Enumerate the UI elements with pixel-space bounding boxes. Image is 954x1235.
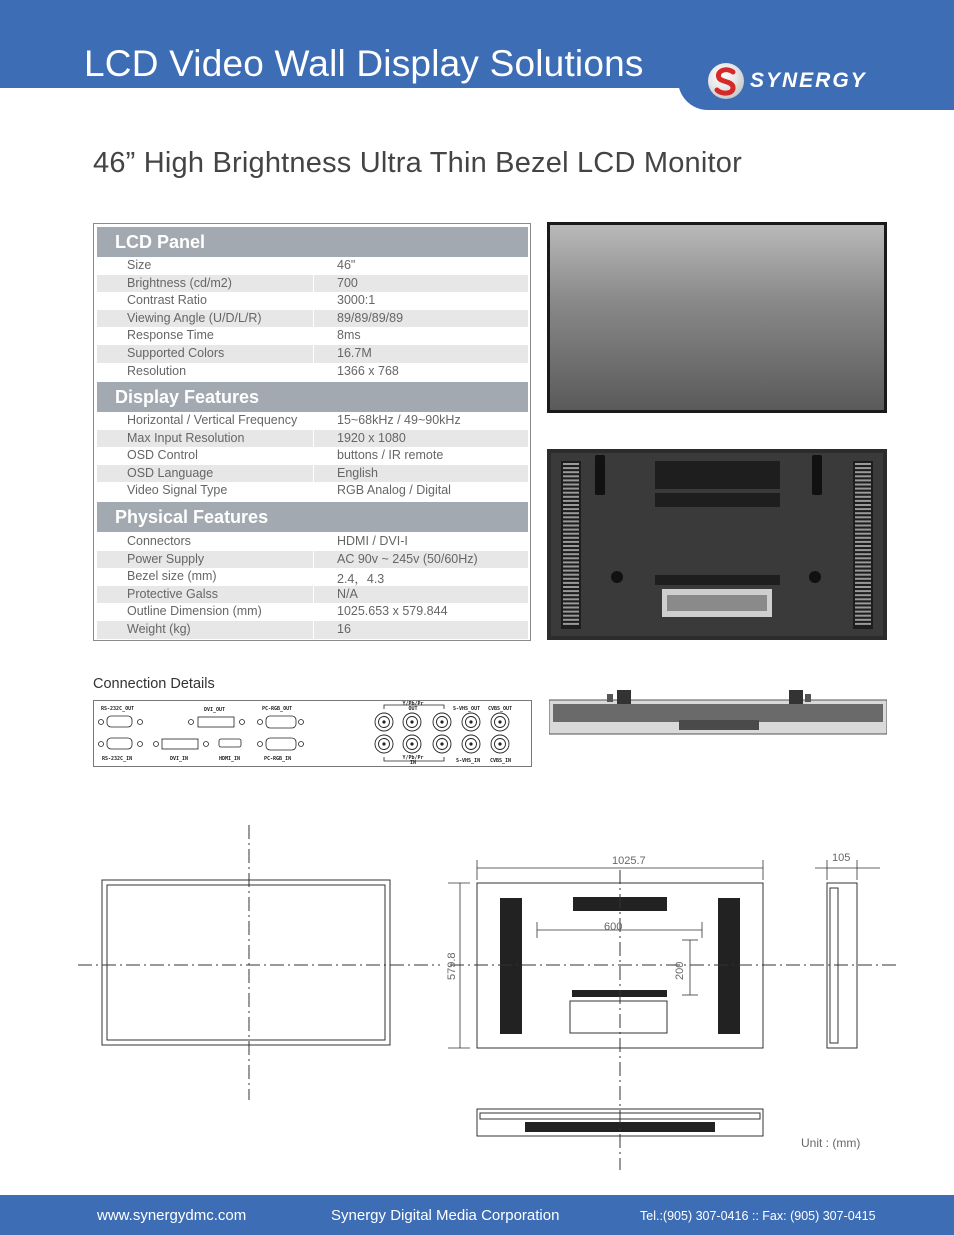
- spec-label: Power Supply: [127, 551, 205, 566]
- footer-bar: [0, 1195, 954, 1235]
- vent-slot: [855, 561, 871, 563]
- monitor-front-photo: [547, 222, 887, 413]
- vent-slot: [855, 496, 871, 498]
- vent-slot: [563, 537, 579, 539]
- spec-label: Weight (kg): [127, 622, 191, 636]
- spec-value: 700: [337, 275, 358, 290]
- synergy-logo: [708, 62, 867, 100]
- vent-slot: [855, 484, 871, 486]
- vent-slot: [563, 553, 579, 555]
- vesa-horizontal-dimension: 600: [604, 921, 623, 933]
- vent-slot: [855, 512, 871, 514]
- vent-slot: [563, 586, 579, 588]
- vent-slot: [855, 566, 871, 568]
- vent-slot: [855, 467, 871, 469]
- vent-slot: [855, 553, 871, 555]
- rca-jack-pin: [469, 720, 472, 723]
- vent-slot: [563, 557, 579, 559]
- spec-label: OSD Control: [127, 448, 198, 463]
- vent-slot: [855, 504, 871, 506]
- port-label: S-VHS_IN: [456, 758, 481, 764]
- rca-jack-pin: [498, 720, 501, 723]
- port-label: Y/Pb/Pr OUT: [402, 701, 424, 712]
- vent-slot: [855, 525, 871, 527]
- spec-row: [97, 363, 528, 381]
- spec-label: Connectors: [127, 534, 191, 548]
- port-label: CVBS_IN: [490, 758, 512, 764]
- port-label: DVI_OUT: [204, 707, 226, 713]
- connection-details-label: Connection Details: [93, 676, 215, 692]
- vent-slot: [563, 619, 579, 621]
- vent-slot: [855, 492, 871, 494]
- spec-table: [93, 223, 531, 641]
- vent-slot: [855, 488, 871, 490]
- rca-jack-pin: [440, 720, 443, 723]
- spec-row: [97, 586, 528, 604]
- unit-label: Unit : (mm): [801, 1136, 861, 1150]
- spec-value: 16: [337, 622, 351, 636]
- monitor-back-photo: [547, 449, 887, 640]
- spec-label: Response Time: [127, 328, 214, 343]
- vent-slot: [563, 504, 579, 506]
- spec-label: Max Input Resolution: [127, 430, 245, 445]
- spec-row: [97, 310, 528, 328]
- spec-value: 1025.653 x 579.844: [337, 604, 448, 619]
- vent-slot: [855, 602, 871, 604]
- vent-slot: [855, 598, 871, 600]
- spec-value: buttons / IR remote: [337, 448, 444, 463]
- vent-slot: [855, 578, 871, 580]
- port-label: RS-232C_IN: [102, 756, 133, 762]
- spec-label: Bezel size (mm): [127, 569, 217, 584]
- spec-row: [97, 345, 528, 363]
- spec-row: [97, 430, 528, 448]
- vent-slot: [563, 500, 579, 502]
- vent-slot: [855, 607, 871, 609]
- rca-jack-pin: [410, 720, 413, 723]
- spec-value: 15~68kHz / 49~90kHz: [337, 413, 461, 427]
- spec-value: 89/89/89/89: [337, 310, 404, 325]
- spec-value: 8ms: [337, 328, 361, 343]
- vent-slot: [855, 463, 871, 465]
- vent-slot: [855, 619, 871, 621]
- rca-jack-pin: [440, 742, 443, 745]
- rca-jack-pin: [382, 720, 385, 723]
- section-heading-display-features: Display Features: [97, 382, 528, 412]
- rca-jack-pin: [382, 742, 385, 745]
- spec-label: OSD Language: [127, 465, 214, 480]
- spec-label: Viewing Angle (U/D/L/R): [127, 310, 262, 325]
- spec-label: Video Signal Type: [127, 483, 228, 498]
- spec-value: N/A: [337, 586, 358, 601]
- spec-row: [97, 465, 528, 483]
- spec-row: [97, 533, 528, 551]
- vent-slot: [563, 467, 579, 469]
- vent-slot: [563, 484, 579, 486]
- vent-slot: [563, 471, 579, 473]
- vesa-vertical-dimension: 200: [674, 961, 686, 980]
- spec-row: [97, 568, 528, 586]
- vent-slot: [855, 590, 871, 592]
- spec-label: Supported Colors: [127, 346, 225, 360]
- vent-slot: [563, 463, 579, 465]
- rca-jack-pin: [498, 742, 501, 745]
- vent-slot: [563, 492, 579, 494]
- spec-label: Brightness (cd/m2): [127, 275, 232, 290]
- vent-slot: [563, 570, 579, 572]
- vent-slot: [563, 607, 579, 609]
- vent-slot: [855, 516, 871, 518]
- vent-slot: [855, 475, 871, 477]
- spec-label: Horizontal / Vertical Frequency: [127, 413, 298, 427]
- product-title: 46” High Brightness Ultra Thin Bezel LCD Monitor: [93, 147, 742, 179]
- vent-slot: [855, 623, 871, 625]
- vent-slot: [563, 615, 579, 617]
- monitor-screen: [550, 225, 884, 410]
- vent-slot: [563, 475, 579, 477]
- vent-slot: [855, 611, 871, 613]
- spec-value: 46": [337, 258, 356, 272]
- spec-row: [97, 603, 528, 621]
- monitor-side-photo: [549, 688, 887, 740]
- vent-slot: [855, 479, 871, 481]
- vent-slot: [563, 529, 579, 531]
- spec-value: English: [337, 465, 378, 480]
- website-link[interactable]: www.synergydmc.com: [97, 1207, 247, 1224]
- vent-slot: [855, 471, 871, 473]
- vent-slot: [855, 545, 871, 547]
- spec-row: [97, 447, 528, 465]
- spec-row: [97, 292, 528, 310]
- port-label: PC-RGB_IN: [264, 756, 292, 762]
- port-label: DVI_IN: [170, 756, 189, 762]
- spec-row: [97, 551, 528, 569]
- vent-slot: [563, 578, 579, 580]
- vent-slot: [855, 549, 871, 551]
- spec-row: [97, 327, 528, 345]
- port-label: Y/Pb/Pr IN: [402, 755, 424, 766]
- port-label: RS-232C_OUT: [101, 706, 135, 712]
- vent-slot: [563, 590, 579, 592]
- connection-diagram: [93, 700, 532, 767]
- vent-slot: [563, 574, 579, 576]
- vent-slot: [855, 508, 871, 510]
- spec-row: [97, 257, 528, 275]
- rca-jack-pin: [410, 742, 413, 745]
- vent-slot: [563, 545, 579, 547]
- vent-slot: [855, 537, 871, 539]
- contact-info: Tel.:(905) 307-0416 :: Fax: (905) 307-0415: [640, 1209, 876, 1223]
- vent-slot: [855, 500, 871, 502]
- port-label: PC-RGB_OUT: [262, 706, 293, 712]
- vent-slot: [563, 512, 579, 514]
- logo-wordmark: SYNERGY: [750, 69, 867, 92]
- spec-value: 16.7M: [337, 346, 372, 360]
- vent-slot: [563, 533, 579, 535]
- section-heading-lcd-panel: LCD Panel: [97, 227, 528, 257]
- vent-slot: [855, 533, 871, 535]
- page-title: LCD Video Wall Display Solutions: [84, 43, 644, 84]
- vent-slot: [855, 557, 871, 559]
- spec-value: 2.4，4.3: [337, 572, 385, 587]
- vent-slot: [855, 582, 871, 584]
- vent-slot: [563, 496, 579, 498]
- spec-value: 1920 x 1080: [337, 430, 406, 445]
- vent-slot: [855, 574, 871, 576]
- spec-row: [97, 412, 528, 430]
- spec-value: 1366 x 768: [337, 363, 399, 378]
- spec-row: [97, 482, 528, 500]
- spec-value: AC 90v ~ 245v (50/60Hz): [337, 551, 478, 566]
- vent-slot: [855, 529, 871, 531]
- vent-slot: [563, 488, 579, 490]
- vent-slot: [563, 623, 579, 625]
- vent-slot: [563, 602, 579, 604]
- vent-slot: [563, 594, 579, 596]
- port-label: HDMI_IN: [219, 756, 241, 762]
- vent-slot: [563, 541, 579, 543]
- spec-label: Outline Dimension (mm): [127, 604, 262, 619]
- vent-slot: [563, 508, 579, 510]
- rca-jack-pin: [469, 742, 472, 745]
- spec-label: Size: [127, 258, 152, 272]
- logo-swoosh-icon: [708, 63, 744, 99]
- vent-slot: [563, 479, 579, 481]
- spec-label: Contrast Ratio: [127, 293, 207, 308]
- vent-slot: [563, 549, 579, 551]
- vent-slot: [563, 598, 579, 600]
- spec-label: Protective Galss: [127, 586, 219, 601]
- vent-slot: [855, 541, 871, 543]
- vent-slot: [855, 594, 871, 596]
- vent-slot: [855, 570, 871, 572]
- spec-label: Resolution: [127, 363, 187, 378]
- spec-row: [97, 275, 528, 293]
- width-dimension: 1025.7: [612, 855, 646, 867]
- spec-value: RGB Analog / Digital: [337, 483, 451, 498]
- vent-slot: [563, 516, 579, 518]
- vent-slot: [855, 586, 871, 588]
- spec-value: 3000:1: [337, 293, 376, 308]
- vent-slot: [563, 566, 579, 568]
- port-label: S-VHS_OUT: [453, 706, 481, 712]
- spec-value: HDMI / DVI-I: [337, 534, 408, 548]
- port-label: CVBS_OUT: [488, 706, 513, 712]
- vent-slot: [855, 520, 871, 522]
- vent-slot: [563, 525, 579, 527]
- vent-slot: [855, 615, 871, 617]
- vent-slot: [563, 582, 579, 584]
- height-dimension: 579.8: [446, 952, 458, 980]
- section-heading-physical-features: Physical Features: [97, 502, 528, 532]
- spec-row: [97, 621, 528, 639]
- vent-slot: [563, 520, 579, 522]
- depth-dimension: 105: [832, 852, 851, 864]
- dimension-drawing: [70, 820, 900, 1180]
- vent-slot: [563, 561, 579, 563]
- company-name: Synergy Digital Media Corporation: [331, 1207, 560, 1224]
- vent-slot: [563, 611, 579, 613]
